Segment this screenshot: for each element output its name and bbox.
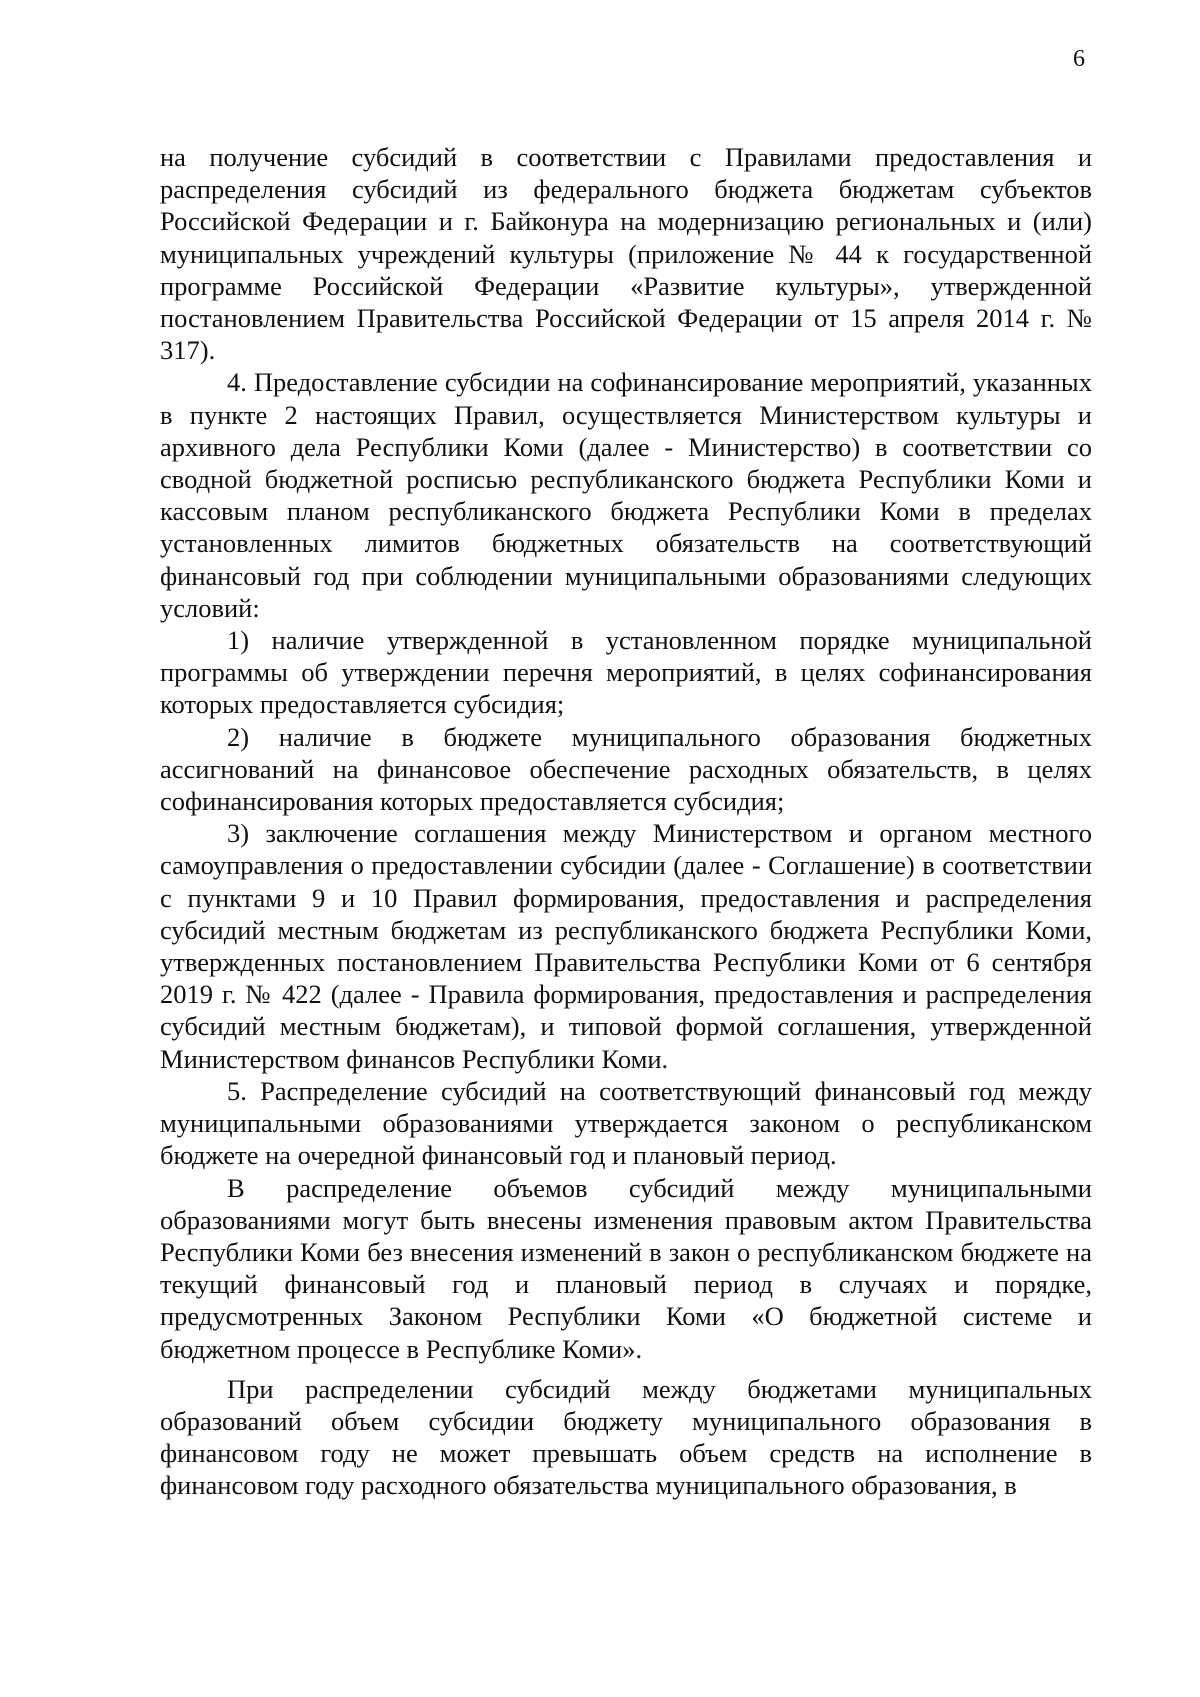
paragraph-continuation: на получение субсидий в соответствии с Правилами предоставления и распределения субсидий из федерального бюджета бюджетам субъектов Российской Федерации и г. Байконура на модернизацию региональных и (или) муниципальных учреждений культуры (приложение № 44 к государственной программе Российской Федерации «Развитие культуры», утвержденной постановлением Правительства Российской Федерации от 15 апреля 2014 г. № 317).	[160, 142, 1092, 366]
paragraph-item-4: 4. Предоставление субсидии на софинансирование мероприятий, указанных в пункте 2 настоящих Правил, осуществляется Министерством культуры и архивного дела Республики Коми (далее - Министерство) в соответствии со сводной бюджетной росписью республиканского бюджета Республики Коми и кассовым планом республиканского бюджета Республики Коми в пределах установленных лимитов бюджетных обязательств на соответствующий финансовый год при соблюдении муниципальными образованиями следующих условий:	[160, 367, 1092, 623]
paragraph-subsidy-limit: При распределении субсидий между бюджетами муниципальных образований объем субсидии бюджету муниципального образования в финансовом году не может превышать объем средств на исполнение в финансовом году расходного обязательства муниципального образования, в	[160, 1373, 1092, 1501]
paragraph-condition-1: 1) наличие утвержденной в установленном порядке муниципальной программы об утверждении перечня мероприятий, в целях софинансирования которых предоставляется субсидия;	[160, 625, 1092, 720]
page-number: 6	[1073, 46, 1085, 72]
document-body	[160, 141, 1092, 1502]
paragraph-distribution-changes: В распределение объемов субсидий между муниципальными образованиями могут быть внесены изменения правовым актом Правительства Республики Коми без внесения изменений в закон о республиканском бюджете на текущий финансовый год и плановый период в случаях и порядке, предусмотренных Законом Республики Коми «О бюджетной системе и бюджетном процессе в Республике Коми».	[160, 1172, 1092, 1364]
paragraph-condition-3: 3) заключение соглашения между Министерством и органом местного самоуправления о предоставлении субсидии (далее - Соглашение) в соответствии с пунктами 9 и 10 Правил формирования, предоставления и распределения субсидий местным бюджетам из республиканского бюджета Республики Коми, утвержденных постановлением Правительства Республики Коми от 6 сентября 2019 г. № 422 (далее - Правила формирования, предоставления и распределения субсидий местным бюджетам), и типовой формой соглашения, утвержденной Министерством финансов Республики Коми.	[160, 818, 1092, 1074]
paragraph-item-5: 5. Распределение субсидий на соответствующий финансовый год между муниципальными образованиями утверждается законом о республиканском бюджете на очередной финансовый год и плановый период.	[160, 1075, 1092, 1171]
paragraph-condition-2: 2) наличие в бюджете муниципального образования бюджетных ассигнований на финансовое обеспечение расходных обязательств, в целях софинансирования которых предоставляется субсидия;	[160, 721, 1092, 817]
